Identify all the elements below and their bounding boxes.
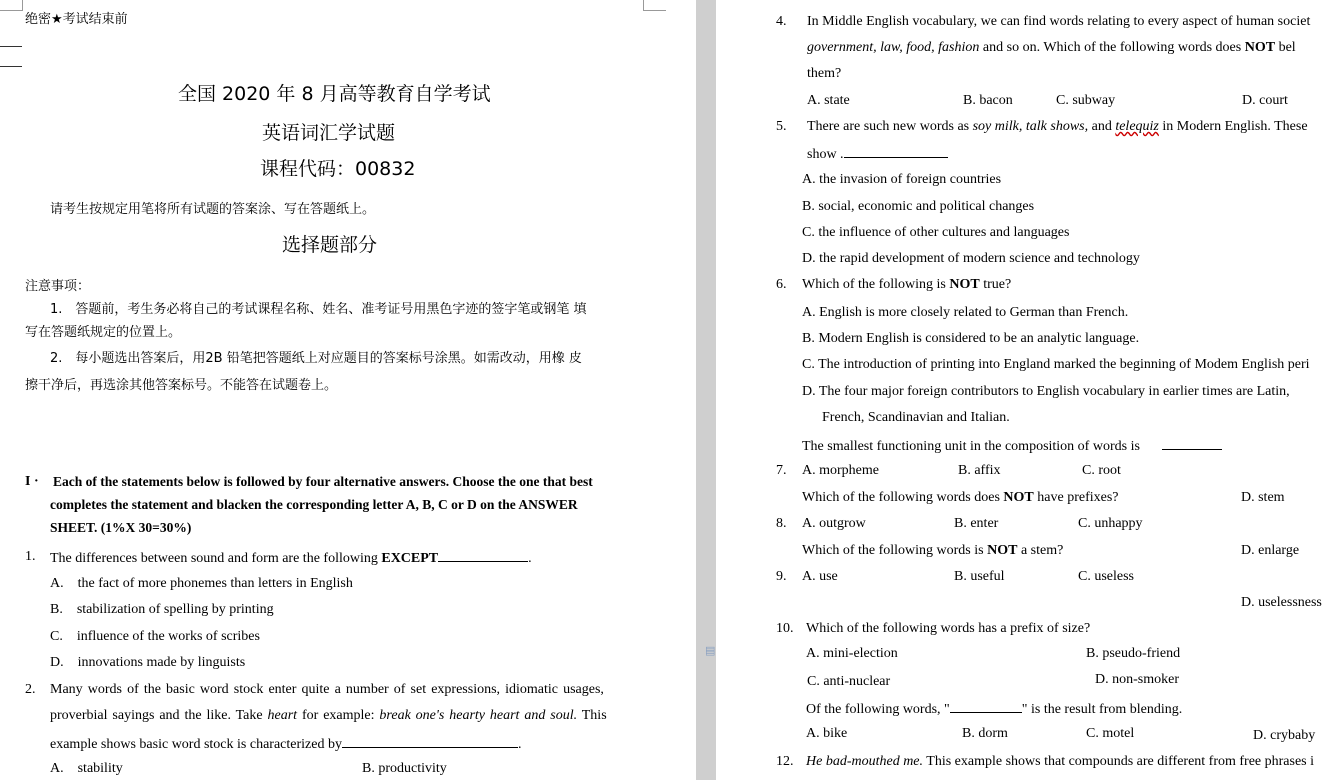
- question-10-number: 10.: [776, 621, 794, 636]
- question-9-stem: [802, 541, 1063, 561]
- question-6-stem: [802, 275, 1011, 295]
- question-8-text: Which of the following words does: [802, 490, 1000, 505]
- question-5-text: show .: [807, 147, 844, 162]
- answer-blank: [438, 547, 528, 562]
- question-2-text: proverbial sayings and the like. Take: [50, 708, 263, 723]
- question-10-stem: Which of the following words has a prefix of size?: [806, 621, 1091, 636]
- question-6-number: 6.: [776, 277, 787, 292]
- question-1-option-c: C. influence of the works of scribes: [50, 629, 260, 644]
- question-9-option-c: C. useless: [1078, 569, 1134, 584]
- note-2-line-1: 2. 每小题选出答案后，用2B 铅笔把答题纸上对应题目的答案标号涂黑。如需改动，用橡 皮: [50, 351, 582, 366]
- paste-options-icon[interactable]: ▤: [705, 645, 716, 657]
- note-1-line-1: 1. 答题前，考生务必将自己的考试课程名称、姓名、准考证号用黑色字迹的签字笔或钢笔 填: [50, 302, 587, 317]
- question-4-option-d: D. court: [1242, 93, 1288, 108]
- question-9-text: a stem?: [1020, 543, 1064, 558]
- question-9-option-d: D. uselessness: [1241, 595, 1322, 610]
- question-2-example-phrase: break one's hearty heart and soul.: [379, 708, 578, 723]
- question-2-line-1: Many words of the basic word stock enter quite a number of set expressions, idiomatic usages,: [50, 682, 604, 697]
- answer-blank: [844, 143, 948, 158]
- question-11-option-c: C. motel: [1086, 726, 1135, 741]
- question-5-option-a: A. the invasion of foreign countries: [802, 172, 1002, 187]
- note-2-line-2: 擦干净后，再选涂其他答案标号。不能答在试题卷上。: [25, 378, 338, 393]
- question-12-number: 12.: [776, 754, 794, 769]
- part-instruction-line-3: SHEET. (1%X 30=30%): [50, 520, 192, 535]
- question-5-option-d: D. the rapid development of modern science and technology: [802, 251, 1140, 266]
- question-4-number: 4.: [776, 14, 787, 29]
- section-title: 选择题部分: [282, 234, 378, 256]
- question-1-option-d: D. innovations made by linguists: [50, 655, 246, 670]
- question-12-stem: [806, 752, 1314, 772]
- question-11-option-b: B. dorm: [962, 726, 1008, 741]
- question-11-stem: [806, 698, 1182, 720]
- question-2-number: 2.: [25, 682, 36, 697]
- question-4-option-c: C. subway: [1056, 93, 1116, 108]
- question-7-option-c: C. root: [1082, 463, 1121, 478]
- exam-subject: 英语词汇学试题: [262, 122, 396, 144]
- question-5-line-2: [807, 143, 948, 165]
- question-4-option-b: B. bacon: [963, 93, 1013, 108]
- question-4-text: bel: [1278, 40, 1296, 55]
- crop-mark-top-right: [643, 0, 666, 11]
- question-1-text: The differences between sound and form are the following: [50, 551, 378, 566]
- answer-blank: [342, 733, 518, 748]
- question-2-option-a: A. stability: [50, 761, 123, 776]
- question-10-option-c: C. anti-nuclear: [807, 674, 891, 689]
- instruction: 请考生按规定用笔将所有试题的答案涂、写在答题纸上。: [50, 202, 376, 217]
- question-2-example-word: heart: [267, 708, 298, 723]
- notes-heading: 注意事项：: [25, 279, 91, 294]
- question-2-line-2: [50, 706, 607, 726]
- question-4-text: and so on. Which of the following words does: [982, 40, 1242, 55]
- question-5-text: and: [1091, 119, 1112, 134]
- page-gutter: [696, 0, 716, 780]
- exam-title: 全国 2020 年 8 月高等教育自学考试: [178, 83, 491, 105]
- question-4-line-1: In Middle English vocabulary, we can find words relating to every aspect of human societ: [807, 14, 1311, 29]
- question-5-option-c: C. the influence of other cultures and languages: [802, 225, 1070, 240]
- question-11-text: Of the following words, ": [806, 702, 950, 717]
- question-6-option-d-line-1: D. The four major foreign contributors to English vocabulary in earlier times are Latin,: [802, 384, 1290, 399]
- answer-blank: [950, 698, 1022, 713]
- question-7-stem: [802, 435, 1222, 457]
- question-4-option-a: A. state: [807, 93, 850, 108]
- question-10-option-a: A. mini-election: [806, 646, 898, 661]
- margin-line: [0, 66, 22, 67]
- question-6-text: Which of the following is: [802, 277, 946, 292]
- question-8-number: 8.: [776, 516, 787, 531]
- question-8-option-c: C. unhappy: [1078, 516, 1143, 531]
- margin-line: [0, 46, 22, 47]
- question-7-option-a: A. morpheme: [802, 463, 879, 478]
- question-6-option-c: C. The introduction of printing into England marked the beginning of Modem English peri: [802, 357, 1310, 372]
- question-6-keyword: NOT: [949, 277, 980, 292]
- question-11-option-d: D. crybaby: [1253, 728, 1316, 743]
- question-5-text: in Modern English. These: [1162, 119, 1308, 134]
- question-12-text: This example shows that compounds are different from free phrases i: [926, 754, 1315, 769]
- question-8-stem: [802, 488, 1119, 508]
- question-11-option-a: A. bike: [806, 726, 848, 741]
- question-7-option-b: B. affix: [958, 463, 1001, 478]
- question-6-option-d-line-2: French, Scandinavian and Italian.: [822, 410, 1010, 425]
- question-1-keyword: EXCEPT: [381, 551, 439, 566]
- question-8-option-b: B. enter: [954, 516, 999, 531]
- question-4-line-2: [807, 38, 1296, 58]
- question-6-option-b: B. Modern English is considered to be an analytic language.: [802, 331, 1140, 346]
- crop-mark-top-left: [0, 0, 23, 11]
- question-8-keyword: NOT: [1003, 490, 1034, 505]
- question-1-number: 1.: [25, 549, 36, 564]
- top-secret-label: 绝密★考试结束前: [25, 12, 128, 27]
- question-9-text: Which of the following words is: [802, 543, 984, 558]
- question-6-text: true?: [983, 277, 1012, 292]
- question-7-option-d: D. stem: [1241, 490, 1285, 505]
- answer-blank: [1162, 435, 1222, 450]
- question-4-examples: government, law, food, fashion: [807, 40, 980, 55]
- question-7-number: 7.: [776, 463, 787, 478]
- question-5-number: 5.: [776, 119, 787, 134]
- question-6-option-a: A. English is more closely related to German than French.: [802, 305, 1129, 320]
- question-2-line-3: [50, 733, 521, 755]
- question-2-text: for example:: [301, 708, 375, 723]
- question-5-line-1: [807, 117, 1308, 137]
- part-instruction-line-2: completes the statement and blacken the corresponding letter A, B, C or D on the ANSWER: [50, 497, 578, 512]
- question-8-option-a: A. outgrow: [802, 516, 866, 531]
- course-code: 课程代码：00832: [260, 158, 416, 180]
- question-5-text: There are such new words as: [807, 119, 970, 134]
- question-2-text: This: [581, 708, 607, 723]
- question-7-text: The smallest functioning unit in the composition of words is: [802, 439, 1140, 454]
- question-1-stem: [50, 547, 532, 569]
- question-1-option-b: B. stabilization of spelling by printing: [50, 602, 274, 617]
- part-instruction-line-1: Each of the statements below is followed by four alternative answers. Choose the one that best: [53, 474, 593, 489]
- question-2-end: .: [517, 737, 522, 752]
- question-5-examples: soy milk, talk shows,: [972, 119, 1089, 134]
- question-12-example: He bad-mouthed me.: [806, 754, 924, 769]
- question-4-line-3: them?: [807, 66, 842, 81]
- part-number: I ·: [25, 474, 39, 489]
- note-1-line-2: 写在答题纸规定的位置上。: [25, 325, 182, 340]
- question-2-text: example shows basic word stock is characterized by: [50, 737, 342, 752]
- question-4-keyword: NOT: [1244, 40, 1276, 55]
- page-right: [716, 0, 1329, 780]
- question-1-end: .: [528, 551, 532, 566]
- question-8-text: have prefixes?: [1037, 490, 1119, 505]
- question-5-misspelled-word: telequiz: [1115, 119, 1159, 134]
- question-10-option-b: B. pseudo-friend: [1086, 646, 1181, 661]
- question-9-option-b: B. useful: [954, 569, 1005, 584]
- question-9-option-a: A. use: [802, 569, 838, 584]
- question-5-option-b: B. social, economic and political changes: [802, 199, 1035, 214]
- question-8-option-d: D. enlarge: [1241, 543, 1300, 558]
- question-9-number: 9.: [776, 569, 787, 584]
- question-11-text: " is the result from blending.: [1021, 702, 1183, 717]
- question-1-option-a: A. the fact of more phonemes than letters in English: [50, 576, 353, 591]
- question-10-option-d: D. non-smoker: [1095, 672, 1179, 687]
- question-9-keyword: NOT: [987, 543, 1018, 558]
- question-2-option-b: B. productivity: [362, 761, 447, 776]
